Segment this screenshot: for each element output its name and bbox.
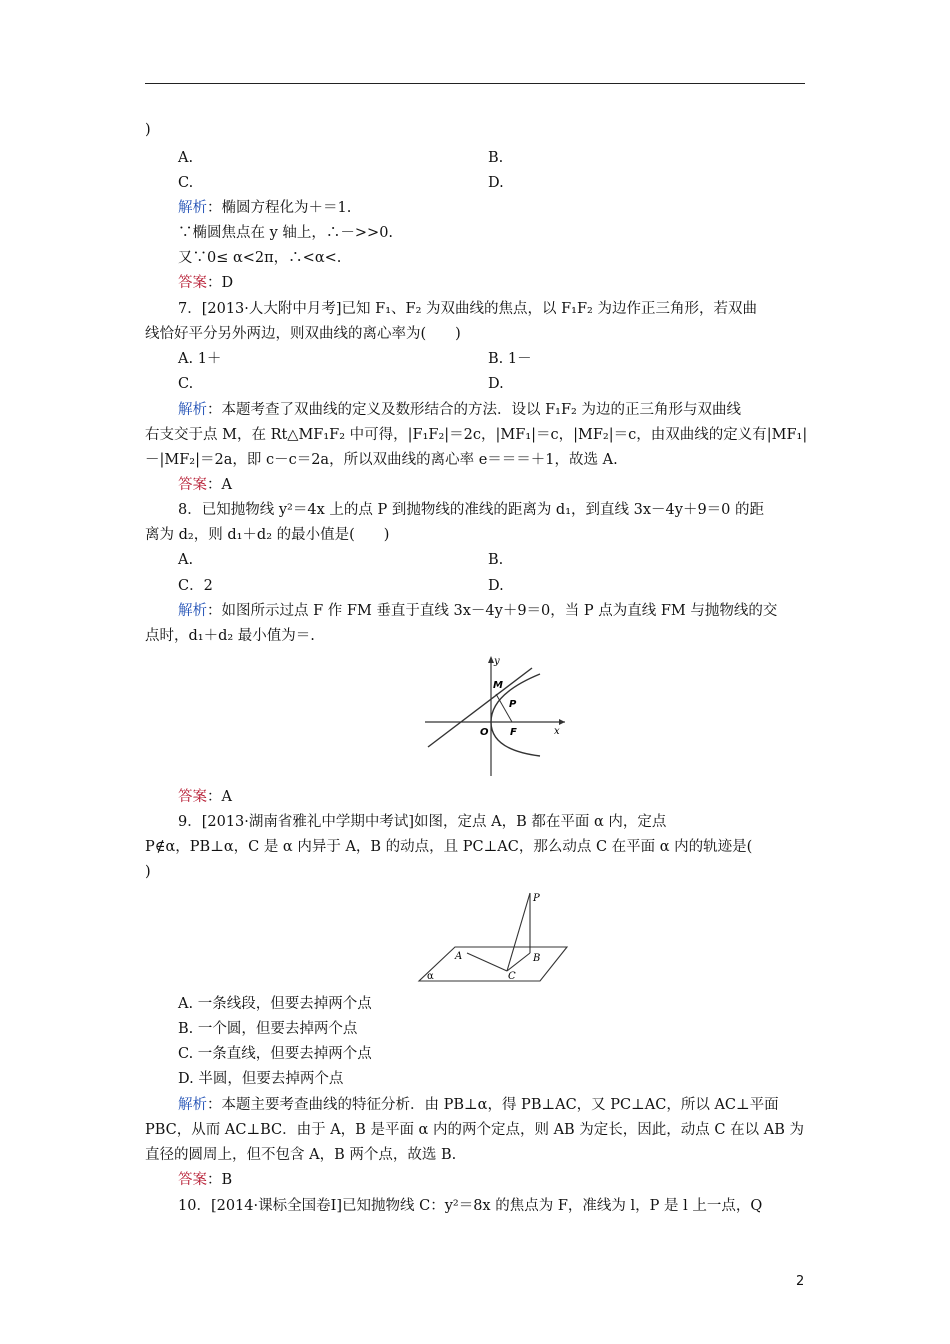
label-o: O <box>480 727 489 738</box>
q9-solution-line3: 直径的圆周上，但不包含 A，B 两个点，故选 B. <box>145 1147 457 1163</box>
q8-solution-line1 <box>178 601 777 621</box>
q6-option-d: D. <box>488 175 504 191</box>
segment-pc <box>507 893 530 971</box>
q8-option-c: C．2 <box>178 578 213 594</box>
answer-label: 答案 <box>178 477 207 493</box>
label-a: A <box>455 951 463 962</box>
solution-label: 解析 <box>178 200 207 216</box>
q6-solution-line1 <box>178 198 351 218</box>
q9-option-d: D. 半圆，但要去掉两个点 <box>178 1071 344 1087</box>
q7-option-a: A. 1＋ <box>178 351 222 367</box>
x-axis-arrow <box>559 719 565 725</box>
q9-option-b: B. 一个圆，但要去掉两个点 <box>178 1021 358 1037</box>
q7-solution-line1 <box>178 400 741 420</box>
parabola-figure <box>420 652 570 778</box>
q9-stem-line2: P∉α，PB⊥α，C 是 α 内异于 A，B 的动点，且 PC⊥AC，那么动点 C 在平面 α 内的轨迹是( <box>145 839 753 855</box>
q6-option-b: B. <box>488 150 504 166</box>
solution-label: 解析 <box>178 402 207 418</box>
q9-stem-line1: 9．[2013·湖南省雅礼中学期中考试]如图，定点 A，B 都在平面 α 内，定点 <box>178 814 667 830</box>
q9-answer-value: ：B <box>207 1172 233 1188</box>
label-m: M <box>493 680 503 691</box>
q6-solution-line3: 又∵0≤ α<2π，∴<α<. <box>178 250 342 266</box>
answer-label: 答案 <box>178 1172 207 1188</box>
solution-label: 解析 <box>178 1097 207 1113</box>
q6-answer <box>178 273 233 293</box>
q8-solution-text: ：如图所示过点 F 作 FM 垂直于直线 3x－4y＋9＝0，当 P 点为直线 FM 与抛物线的交 <box>207 603 778 619</box>
q7-stem-line2: 线恰好平分另外两边，则双曲线的离心率为( ) <box>145 326 461 342</box>
q6-solution-text: ：椭圆方程化为＋＝1. <box>207 200 352 216</box>
q8-stem-line1: 8．已知抛物线 y²＝4x 上的点 P 到抛物线的准线的距离为 d₁，到直线 3x－4y＋9＝0 的距 <box>178 502 765 518</box>
q7-answer <box>178 475 232 495</box>
q7-option-b: B. 1－ <box>488 351 532 367</box>
segment-cb <box>507 953 530 971</box>
q10-stem-line1: 10．[2014·课标全国卷Ⅰ]已知抛物线 C：y²＝8x 的焦点为 F，准线为 l，P 是 l 上一点，Q <box>178 1198 763 1214</box>
header-rule <box>145 83 805 84</box>
answer-label: 答案 <box>178 275 207 291</box>
q9-solution-line2: PBC，从而 AC⊥BC．由于 A，B 是平面 α 内的两个定点，则 AB 为定长，因此，动点 C 在以 AB 为 <box>145 1122 804 1138</box>
q9-option-c: C. 一条直线，但要去掉两个点 <box>178 1046 372 1062</box>
q8-answer <box>178 787 232 807</box>
q8-option-a: A. <box>178 552 194 568</box>
q7-answer-value: ：A <box>207 477 232 493</box>
label-p: P <box>533 893 540 904</box>
q7-stem-line1: 7．[2013·人大附中月考]已知 F₁、F₂ 为双曲线的焦点，以 F₁F₂ 为边作正三角形，若双曲 <box>178 301 757 317</box>
label-x: x <box>554 726 560 737</box>
q6-answer-value: ：D <box>207 275 234 291</box>
label-b: B <box>533 953 541 964</box>
q8-option-d: D. <box>488 578 504 594</box>
q8-solution-line2: 点时，d₁＋d₂ 最小值为＝. <box>145 628 315 644</box>
q8-stem-line2: 离为 d₂，则 d₁＋d₂ 的最小值是( ) <box>145 527 390 543</box>
q6-option-a: A. <box>178 150 194 166</box>
label-alpha: α <box>427 971 434 982</box>
label-y: y <box>494 656 500 667</box>
q7-option-d: D. <box>488 376 504 392</box>
label-f: F <box>510 727 517 738</box>
solution-label: 解析 <box>178 603 207 619</box>
q6-option-c: C. <box>178 175 194 191</box>
q9-answer <box>178 1170 232 1190</box>
q7-solution-line3: －|MF₂|＝2a，即 c－c＝2a，所以双曲线的离心率 e＝＝＝＋1，故选 A. <box>145 452 618 468</box>
q8-option-b: B. <box>488 552 504 568</box>
q8-answer-value: ：A <box>207 789 232 805</box>
q9-solution-text: ：本题主要考查曲线的特征分析．由 PB⊥α，得 PB⊥AC，又 PC⊥AC，所以 AC⊥平面 <box>207 1097 779 1113</box>
q6-solution-line2: ∵椭圆焦点在 y 轴上，∴－>>0. <box>178 225 394 241</box>
q9-stem-line3: ) <box>145 864 151 880</box>
q9-option-a: A. 一条线段，但要去掉两个点 <box>178 996 372 1012</box>
q7-solution-text: ：本题考查了双曲线的定义及数形结合的方法．设以 F₁F₂ 为边的正三角形与双曲线 <box>207 402 741 418</box>
label-c: C <box>508 971 516 982</box>
q7-solution-line2: 右支交于点 M，在 Rt△MF₁F₂ 中可得，|F₁F₂|＝2c，|MF₁|＝c，|MF₂|＝c，由双曲线的定义有|MF₁| <box>145 427 808 443</box>
plane-alpha <box>419 947 567 981</box>
page-number: 2 <box>796 1274 805 1289</box>
label-p: P <box>509 699 517 710</box>
q7-option-c: C. <box>178 376 194 392</box>
q9-solution-line1 <box>178 1095 779 1115</box>
continuation-paren: ) <box>145 122 151 138</box>
segment-ac <box>467 953 507 971</box>
answer-label: 答案 <box>178 789 207 805</box>
plane-figure <box>415 887 575 983</box>
